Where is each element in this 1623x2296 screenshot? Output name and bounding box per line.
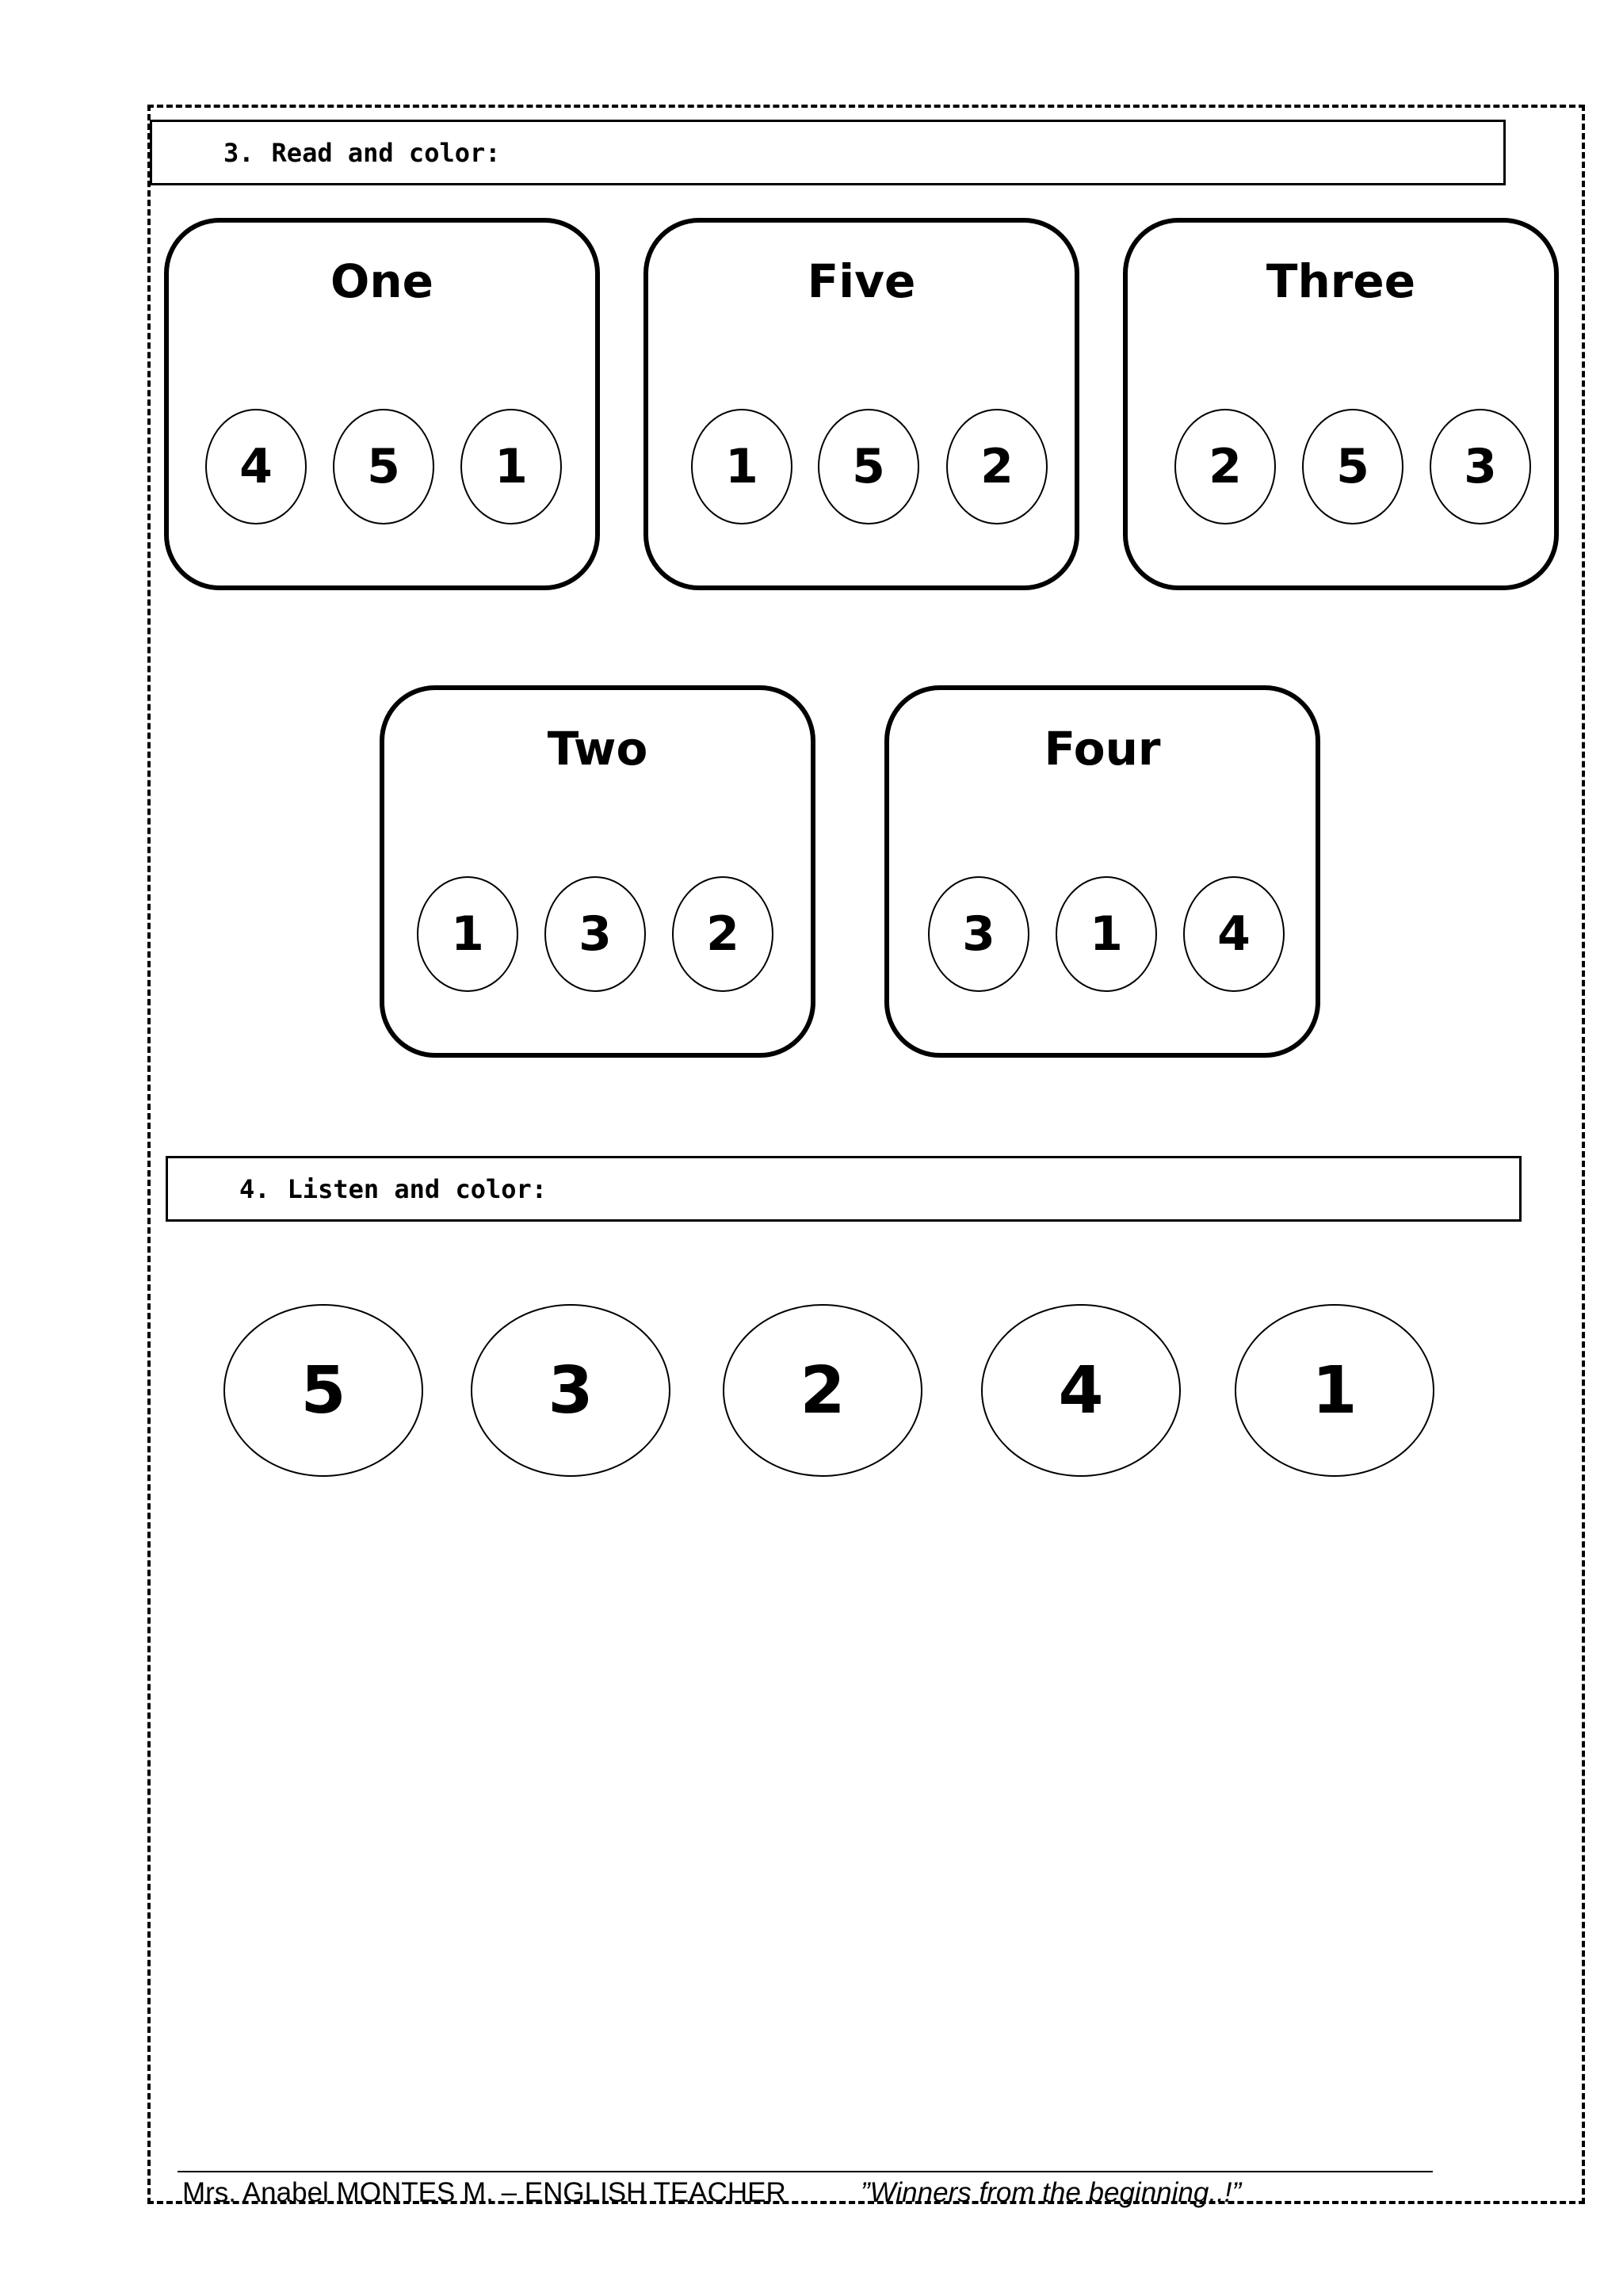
choice-group: [648, 409, 1075, 524]
listen-number-oval[interactable]: 5: [223, 1304, 423, 1477]
number-choice[interactable]: 5: [333, 409, 434, 524]
choice-group: [169, 409, 595, 524]
footer-motto: ”Winners from the beginning..!”: [861, 2177, 1242, 2208]
card-word: Three: [1266, 254, 1416, 308]
choice-group: [1128, 409, 1554, 524]
number-card-five: [643, 218, 1079, 590]
number-choice[interactable]: 1: [460, 409, 562, 524]
number-choice[interactable]: 5: [1302, 409, 1403, 524]
card-word: Four: [1044, 722, 1161, 776]
card-word: Five: [807, 254, 916, 308]
number-choice[interactable]: 2: [946, 409, 1048, 524]
section-3-number: 3.: [223, 137, 254, 168]
number-choice[interactable]: 4: [1183, 876, 1285, 992]
number-card-four: [884, 685, 1320, 1058]
number-choice[interactable]: 1: [1056, 876, 1157, 992]
choice-group: [384, 876, 811, 992]
number-choice[interactable]: 1: [417, 876, 518, 992]
number-choice[interactable]: 2: [672, 876, 773, 992]
section-4-number: 4.: [239, 1173, 270, 1204]
choice-group: [889, 876, 1316, 992]
number-choice[interactable]: 5: [818, 409, 919, 524]
listen-number-oval[interactable]: 4: [981, 1304, 1181, 1477]
number-choice[interactable]: 3: [928, 876, 1029, 992]
number-card-two: [380, 685, 815, 1058]
number-choice[interactable]: 3: [1430, 409, 1531, 524]
number-card-three: [1123, 218, 1559, 590]
section-4-header: [166, 1156, 1522, 1222]
number-choice[interactable]: 1: [691, 409, 792, 524]
number-choice[interactable]: 4: [205, 409, 307, 524]
number-choice[interactable]: 3: [544, 876, 646, 992]
listen-number-oval[interactable]: 1: [1235, 1304, 1434, 1477]
number-card-one: [164, 218, 600, 590]
card-word: Two: [547, 722, 648, 776]
section-3-header: [150, 120, 1506, 185]
footer-teacher: Mrs. Anabel MONTES M. – ENGLISH TEACHER: [182, 2177, 786, 2208]
number-choice[interactable]: 2: [1174, 409, 1276, 524]
section-3-instruction: Read and color:: [271, 137, 501, 168]
listen-number-oval[interactable]: 3: [471, 1304, 670, 1477]
footer-divider: [178, 2171, 1433, 2172]
listen-number-oval[interactable]: 2: [723, 1304, 922, 1477]
section-4-instruction: Listen and color:: [287, 1173, 548, 1204]
card-word: One: [330, 254, 433, 308]
